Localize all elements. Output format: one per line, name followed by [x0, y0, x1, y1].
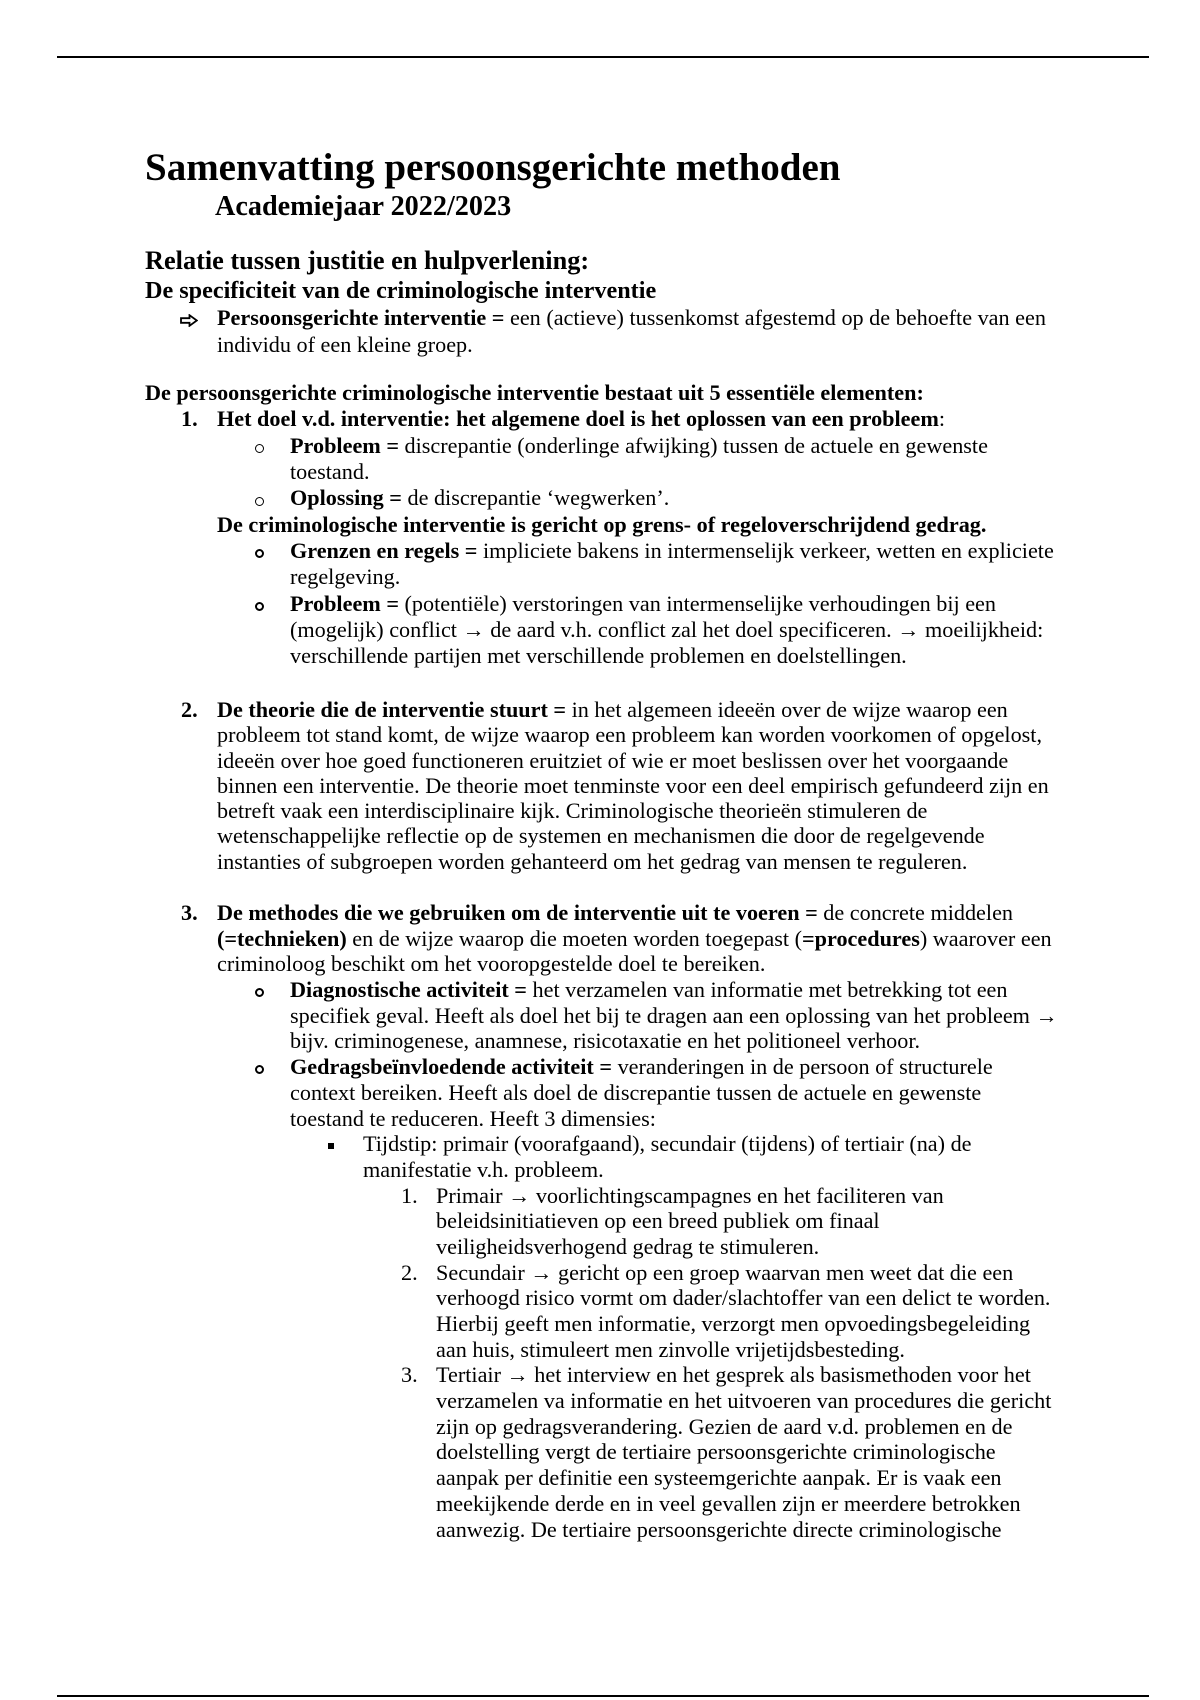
item2-block	[0, 697, 1200, 874]
body-text: binnen een interventie. De theorie moet tenminste voor een deel empirisch gefundeerd zijn en	[217, 772, 1049, 798]
sub-item-line	[0, 1054, 1200, 1080]
sub-item-line	[0, 643, 1200, 669]
term-label: De methodes die we gebruiken om de interventie uit te voeren =	[217, 900, 818, 925]
body-text: meekijkende derde en in veel gevallen zijn er meerdere betrokken	[436, 1490, 1021, 1516]
body-text: discrepantie (onderlinge afwijking) tussen de actuele en gewenste	[398, 432, 988, 458]
body-text: aanwezig. De tertiaire persoonsgerichte directe criminologische	[436, 1516, 1002, 1542]
body-text: context bereiken. Heeft als doel de discrepantie tussen de actuele en gewenste	[290, 1079, 982, 1105]
section-heading: Relatie tussen justitie en hulpverlening:	[145, 246, 590, 275]
circle-bullet-icon	[255, 497, 264, 506]
body-text: en de wijze waarop die moeten worden toegepast (	[346, 925, 803, 951]
body-text: aan huis, stimuleert men zinvolle vrijetijdsbesteding.	[436, 1336, 905, 1362]
definition-term: Persoonsgerichte interventie =	[217, 305, 505, 330]
sub-item-line	[0, 564, 1200, 590]
body-text: (mogelijk) conflict → de aard v.h. conflict zal het doel specificeren. → moeilijkheid:	[290, 617, 1044, 643]
list-item-number: 2.	[401, 1259, 418, 1285]
body-text: bijv. criminogenese, anamnese, risicotaxatie en het politioneel verhoor.	[290, 1028, 921, 1054]
body-text: (potentiële) verstoringen van intermenselijke verhoudingen bij een	[398, 590, 996, 616]
numbered-line	[0, 1183, 1200, 1209]
list-item-number: 1.	[401, 1182, 418, 1208]
document-subtitle: Academiejaar 2022/2023	[215, 191, 512, 222]
sub-sub-item-line	[0, 1131, 1200, 1157]
body-text: veranderingen in de persoon of structurele	[612, 1054, 993, 1080]
term-label: De theorie die de interventie stuurt =	[217, 697, 567, 722]
body-text: Secundair → gericht op een groep waarvan men weet dat die een	[436, 1259, 1014, 1285]
body-text: aanpak per definitie een systeemgerichte aanpak. Er is vaak een	[436, 1465, 1002, 1491]
body-text: toestand te reduceren. Heeft 3 dimensies:	[290, 1105, 656, 1131]
body-text: verschillende partijen met verschillende problemen en doelstellingen.	[290, 643, 907, 669]
sub-item-line	[0, 459, 1200, 485]
item3-block	[0, 900, 1200, 1542]
square-bullet-icon	[328, 1143, 334, 1149]
body-text: regelgeving.	[290, 564, 401, 590]
list-item-header	[0, 900, 1200, 926]
sub-item-line	[0, 485, 1200, 511]
definition-line	[0, 331, 1200, 358]
bottom-rule	[57, 1695, 1149, 1697]
term-label: Probleem =	[290, 432, 399, 458]
circle-bullet-icon	[255, 988, 264, 997]
sub-item-line	[0, 591, 1200, 617]
term-label: Grenzen en regels =	[290, 538, 478, 564]
body-text: doelstelling vergt de tertiaire persoonsgerichte criminologische	[436, 1439, 996, 1465]
list-item-number: 1.	[181, 406, 198, 432]
sub-item-line	[0, 977, 1200, 1003]
body-text: probleem tot stand komt, de wijze waarop een probleem kan worden voorkomen of opgelost,	[217, 722, 1043, 748]
list-item-title: Het doel v.d. interventie: het algemene doel is het oplossen van een probleem	[217, 406, 939, 432]
sub-item-line	[0, 433, 1200, 459]
elements-block	[0, 380, 1200, 670]
term-label: Gedragsbeïnvloedende activiteit =	[290, 1054, 613, 1080]
list-item-header	[0, 697, 1200, 722]
body-text: beleidsinitiatieven op een breed publiek om finaal	[436, 1208, 880, 1234]
numbered-line	[0, 1362, 1200, 1388]
body-text: ) waarover een	[919, 925, 1052, 951]
circle-bullet-icon	[255, 1065, 264, 1074]
term-label: Oplossing =	[290, 485, 402, 511]
circle-bullet-icon	[255, 549, 264, 558]
body-text: specifiek geval. Heeft als doel het bij te dragen aan een oplossing van het probleem →	[290, 1002, 1058, 1028]
elements-heading: De persoonsgerichte criminologische interventie bestaat uit 5 essentiële elementen:	[145, 380, 924, 405]
circle-bullet-icon	[255, 444, 264, 453]
body-text: Tertiair → het interview en het gesprek als basismethoden voor het	[436, 1362, 1031, 1388]
definition-text: een (actieve) tussenkomst afgestemd op de behoefte van een	[504, 305, 1046, 330]
term-label: Probleem =	[290, 590, 399, 616]
term-label: =procedures	[802, 925, 920, 951]
arrow-bullet-icon	[180, 314, 198, 327]
body-line	[0, 926, 1200, 952]
definition-line	[0, 304, 1200, 331]
body-text: criminoloog beschikt om het vooropgestelde doel te bereiken.	[217, 951, 766, 977]
body-text: de concrete middelen	[817, 900, 1014, 925]
body-text: in het algemeen ideeën over de wijze waarop een	[566, 697, 1008, 722]
list-item-number: 3.	[181, 900, 198, 925]
body-text: betreft vaak een interdisciplinaire kijk. Criminologische theorieën stimuleren de	[217, 798, 928, 824]
document-title: Samenvatting persoonsgerichte methoden	[145, 146, 841, 189]
body-text: Primair → voorlichtingscampagnes en het faciliteren van	[436, 1182, 944, 1208]
body-text: toestand.	[290, 459, 370, 485]
definition-text: individu of een kleine groep.	[217, 332, 473, 357]
definition-block	[0, 304, 1200, 358]
body-text: verzamelen va informatie en het uitvoeren van procedures die gericht	[436, 1388, 1052, 1414]
body-text: Tijdstip: primair (voorafgaand), secundair (tijdens) of tertiair (na) de	[363, 1131, 972, 1157]
list-item-title-tail: :	[938, 406, 946, 432]
list-item-header	[0, 406, 1200, 432]
body-text: de discrepantie ‘wegwerken’.	[401, 485, 670, 511]
body-text: impliciete bakens in intermenselijk verkeer, wetten en expliciete	[477, 538, 1054, 564]
body-text: Hierbij geeft men informatie, verzorgt men opvoedingsbegeleiding	[436, 1311, 1031, 1336]
body-text: zijn op gedragsverandering. Gezien de aard v.d. problemen en de	[436, 1413, 1013, 1439]
focus-statement: De criminologische interventie is gericht op grens- of regeloverschrijdend gedrag.	[217, 511, 987, 537]
list-item-number: 3.	[401, 1362, 418, 1388]
body-text: ideeën over hoe goed functioneren eruitziet of wie er moet beslissen over het voorgaande	[217, 747, 1009, 773]
body-text: verhoogd risico vormt om dader/slachtoffer van een delict te worden.	[436, 1285, 1051, 1311]
numbered-line	[0, 1260, 1200, 1286]
top-rule	[57, 56, 1149, 58]
list-item-number: 2.	[181, 697, 198, 722]
body-text: wetenschappelijke reflectie op de systemen en mechanismen die door de regelgevende	[217, 823, 985, 849]
section-subheading: De specificiteit van de criminologische interventie	[145, 277, 657, 304]
term-label: Diagnostische activiteit =	[290, 977, 527, 1003]
circle-bullet-icon	[255, 602, 264, 611]
sub-item-line	[0, 538, 1200, 564]
body-text: manifestatie v.h. probleem.	[363, 1156, 604, 1182]
sub-item-line	[0, 617, 1200, 643]
body-text: het verzamelen van informatie met betrekking tot een	[526, 977, 1008, 1003]
term-label: (=technieken)	[217, 925, 347, 951]
body-text: veiligheidsverhogend gedrag te stimuleren.	[436, 1233, 820, 1259]
body-text: instanties of subgroepen worden gehanteerd om het gedrag van mensen te reguleren.	[217, 848, 968, 874]
